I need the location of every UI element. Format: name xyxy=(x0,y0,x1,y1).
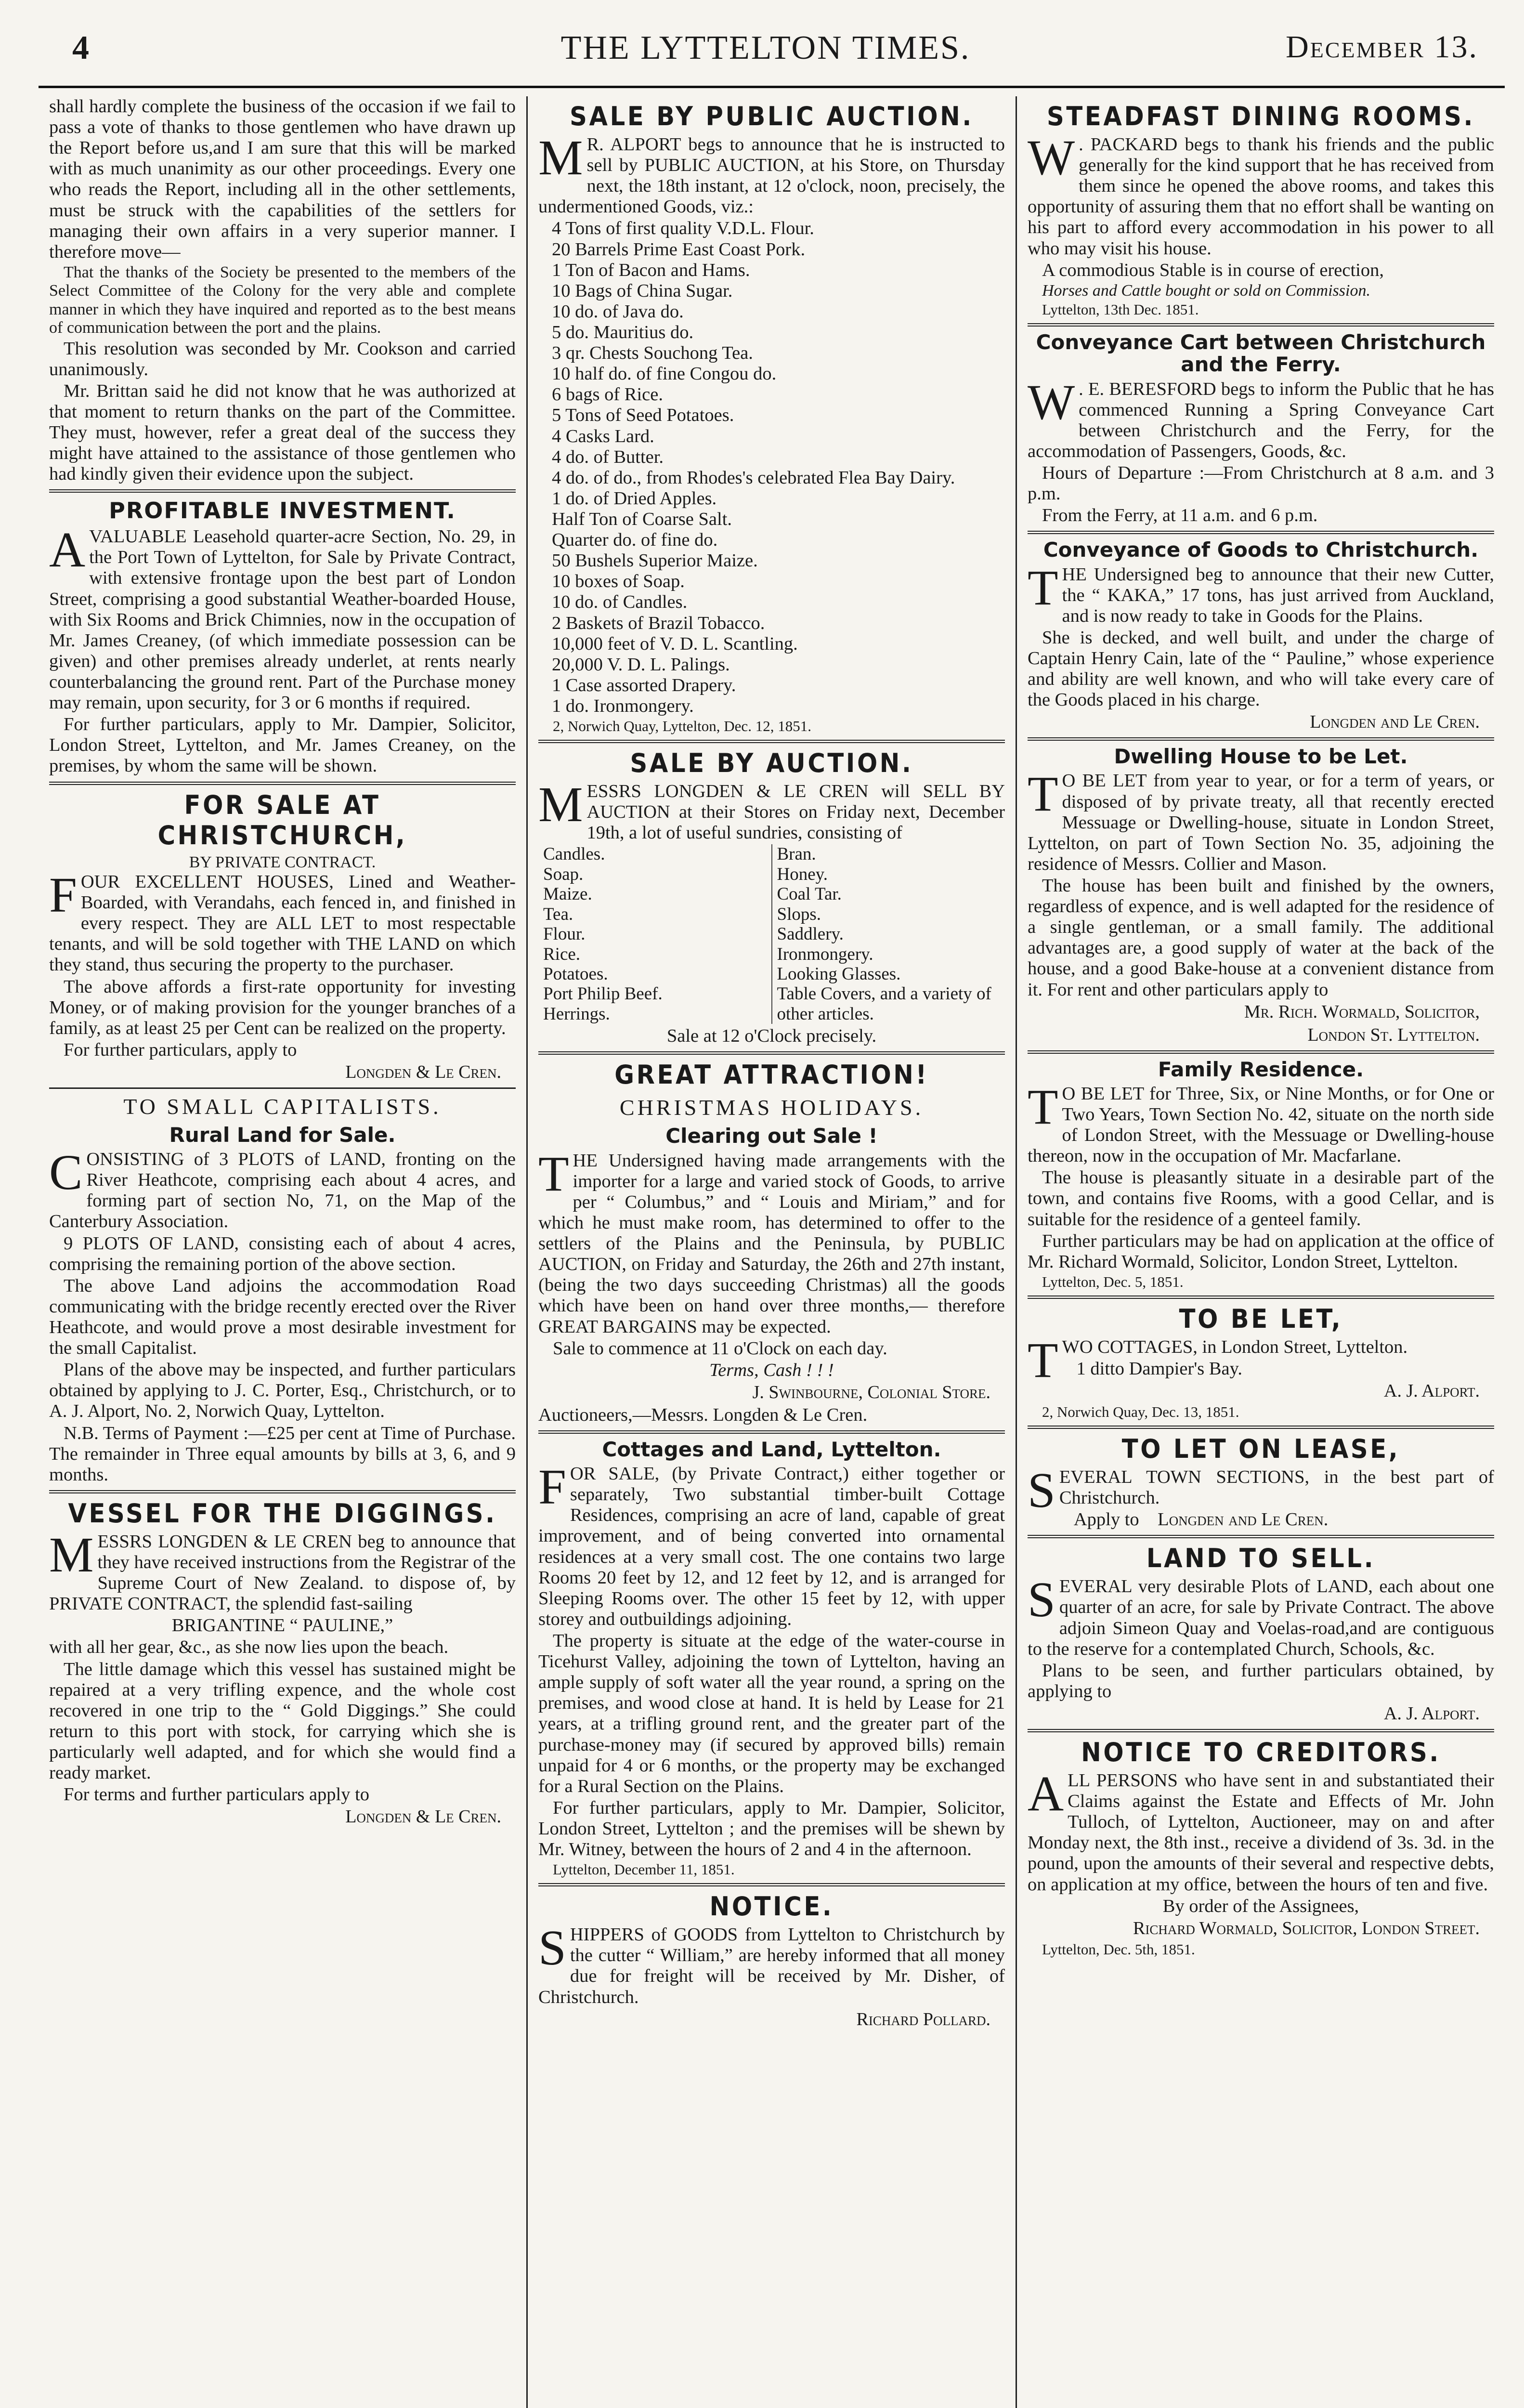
ad-body-3: The little damage which this vessel has sustained might be repaired at a very trifling expence, and the whole cost recovered in one trip to the “ Gold Diggings.” She could return to this port with stock, for carrying which she is particularly well adapted, and for which she would find a ready market. xyxy=(49,1659,516,1783)
ad-heading: LAND TO SELL. xyxy=(1146,1543,1376,1574)
ad-dateline: Lyttelton, 13th Dec. 1851. xyxy=(1042,301,1199,318)
list-item: Potatoes. xyxy=(543,964,608,984)
ad-auctioneers: Auctioneers,—Messrs. Longden & Le Cren. xyxy=(538,1404,868,1425)
divider xyxy=(538,1883,1005,1886)
list-item: Saddlery. xyxy=(777,924,844,944)
ad-body: O BE LET for Three, Six, or Nine Months, or for One or Two Years, Town Section No. 42, situate on the north side of London Street, with the Messuage or Dwelling-house thereon, now in the occupation of Mr. Macfarlane. xyxy=(1028,1083,1494,1166)
ad-body-2: with all her gear, &c., as she now lies upon the beach. xyxy=(49,1637,449,1658)
drop-cap: A xyxy=(49,522,86,578)
list-item: Half Ton of Coarse Salt. xyxy=(552,509,732,529)
ad-heading: VESSEL FOR THE DIGGINGS. xyxy=(68,1498,497,1529)
ad-body: R. ALPORT begs to announce that he is instructed to sell by PUBLIC AUCTION, at his Store, on Thursday next, the 18th instant, at 12 o'clock, noon, precisely, the undermentioned Goods, viz.: xyxy=(538,134,1005,217)
drop-cap: F xyxy=(538,1459,566,1515)
ad-profitable-investment xyxy=(49,497,516,776)
ad-to-let-on-lease xyxy=(1028,1434,1494,1530)
ad-dateline: 2, Norwich Quay, Lyttelton, Dec. 12, 1851. xyxy=(553,718,811,735)
list-item: 5 Tons of Seed Potatoes. xyxy=(552,405,734,426)
masthead xyxy=(34,0,1498,77)
list-item: 10,000 feet of V. D. L. Scantling. xyxy=(552,633,798,654)
ad-body: HE Undersigned having made arrangements with the importer for a large and varied stock of Goods, to arrive per “ Columbus,” and “ Louis and Miriam,” and for which he must make room, has determined to offer to the settlers of the Plains and the Peninsula, by PUBLIC AUCTION, on Friday and Saturday, the 26th and 27th instant, (being the two days succeeding Christmas) all the goods which have been on hand over three months,— therefore GREAT BARGAINS may be expected. xyxy=(538,1150,1005,1337)
ad-further: For further particulars, apply to Mr. Dampier, Solicitor, London Street, Lyttelton, and Mr. James Creaney, on the premises, by whom the same will be shown. xyxy=(49,714,516,776)
ad-body-2: The house has been built and finished by the owners, regardless of expence, and is well adapted for the residence of a single gentleman, or a small family. The additional advantages are, a good supply of water at the back of the house, and a good Bake-house at a convenient distance from it. For rent and other particulars apply to xyxy=(1028,876,1494,1000)
drop-cap: S xyxy=(1028,1463,1055,1518)
ad-heading: FOR SALE AT CHRISTCHURCH, xyxy=(157,789,407,851)
list-item: 10 half do. of fine Congou do. xyxy=(552,364,777,384)
ad-heading: SALE BY AUCTION. xyxy=(630,748,913,779)
ad-apply: Apply to xyxy=(1073,1509,1139,1530)
ad-body-2: 1 ditto Dampier's Bay. xyxy=(1076,1358,1243,1379)
list-item: Bran. xyxy=(777,844,816,864)
ad-body-2: Sale to commence at 11 o'Clock on each day. xyxy=(553,1338,887,1359)
ad-heading: STEADFAST DINING ROOMS. xyxy=(1046,101,1475,131)
list-item: 10 do. of Java do. xyxy=(552,301,684,322)
drop-cap: W xyxy=(1028,374,1075,430)
divider xyxy=(538,1430,1005,1434)
ad-further: For further particulars, apply to xyxy=(64,1039,297,1060)
ad-land-to-sell xyxy=(1028,1543,1494,1724)
list-item: Herrings. xyxy=(543,1004,610,1024)
drop-cap: S xyxy=(1028,1572,1055,1628)
list-item: 20 Barrels Prime East Coast Pork. xyxy=(552,239,806,260)
ad-signature: Longden and Le Cren. xyxy=(1158,1509,1329,1530)
ad-dateline: 2, Norwich Quay, Dec. 13, 1851. xyxy=(1042,1403,1239,1421)
column-1 xyxy=(39,96,526,2408)
list-item: Candles. xyxy=(543,844,605,864)
list-item: Coal Tar. xyxy=(777,884,842,904)
sundries-right xyxy=(771,844,1005,1024)
list-item: 3 qr. Chests Souchong Tea. xyxy=(552,343,753,364)
ad-signature: Richard Pollard. xyxy=(856,2009,990,2029)
ad-body-2: The property is situate at the edge of the water-course in Ticehurst Valley, adjoining the town of Lyttelton, having an ample supply of soft water all the year round, a spring on the premises, and wood close at hand. It is held by Lease for 21 years, at a trifling ground rent, and the greater part of the purchase-money may (if secured by approved bills) remain unpaid for 4 or 6 months, or the property may be exchanged for a Rural Section on the Plains. xyxy=(538,1631,1005,1796)
column-2 xyxy=(526,96,1016,2408)
ad-heading: TO BE LET, xyxy=(1179,1303,1343,1334)
ad-body-3: The above Land adjoins the accommodation Road communicating with the bridge recently erected over the River Heathcote, and would prove a most desirable investment for the small Capitalist. xyxy=(49,1275,516,1359)
ad-signature: Longden & Le Cren. xyxy=(345,1806,501,1827)
list-item: 1 Ton of Bacon and Hams. xyxy=(552,260,750,280)
ad-body-3: Further particulars may be had on application at the office of Mr. Richard Wormald, Solicitor, London Street, Lyttelton. xyxy=(1028,1230,1494,1272)
list-item: 10 boxes of Soap. xyxy=(552,571,685,592)
ad-signature: Richard Wormald, Solicitor, London Street. xyxy=(1133,1918,1480,1938)
ad-heading: Cottages and Land, Lyttelton. xyxy=(602,1437,941,1461)
ad-great-attraction xyxy=(538,1060,1005,1426)
ad-dateline: Lyttelton, December 11, 1851. xyxy=(553,1861,735,1878)
divider xyxy=(1028,1426,1494,1429)
list-item: 1 do. of Dried Apples. xyxy=(552,488,717,509)
ad-steadfast-dining xyxy=(1028,101,1494,318)
list-item: 1 Case assorted Drapery. xyxy=(552,675,736,695)
ad-heading: PROFITABLE INVESTMENT. xyxy=(109,497,456,524)
divider xyxy=(1028,531,1494,534)
ad-to-be-let xyxy=(1028,1304,1494,1421)
sundries-table xyxy=(543,844,1005,1024)
list-item: Tea. xyxy=(543,904,573,924)
list-item: Maize. xyxy=(543,884,592,904)
ad-conveyance-cart xyxy=(1028,331,1494,526)
ad-signature: A. J. Alport. xyxy=(1384,1381,1480,1401)
ad-body: O BE LET from year to year, or for a term of years, or disposed of by private treaty, all that recently erected Messuage or Dwelling-house, situate in London Street, Lyttelton, on part of Town Section No. 35, adjoining the residence of Messrs. Collier and Mason. xyxy=(1028,771,1494,874)
ad-body: OUR EXCELLENT HOUSES, Lined and Weather-Boarded, with Verandahs, each fenced in, and finished in every respect. They are ALL LET to most respectable tenants, and will be sold together with THE LAND on which they stand, thus securing the property to the purchaser. xyxy=(49,871,516,975)
list-item: 10 do. of Candles. xyxy=(552,592,688,613)
ad-heading: Dwelling House to be Let. xyxy=(1114,745,1408,769)
drop-cap: A xyxy=(1028,1766,1064,1822)
divider xyxy=(1028,1729,1494,1732)
drop-cap: T xyxy=(538,1146,569,1202)
ad-heading: NOTICE TO CREDITORS. xyxy=(1081,1737,1441,1768)
ad-body-5: N.B. Terms of Payment :—£25 per cent at Time of Purchase. The remainder in Three equal amounts by bills at 3, 6, and 9 months. xyxy=(49,1423,516,1485)
ad-heading: Family Residence. xyxy=(1158,1057,1364,1081)
list-item: 2 Baskets of Brazil Tobacco. xyxy=(552,613,765,633)
ad-notice xyxy=(538,1891,1005,2029)
ad-heading: NOTICE. xyxy=(709,1891,834,1922)
list-item: 20,000 V. D. L. Palings. xyxy=(552,654,730,675)
ad-hours: Hours of Departure :—From Christchurch at 8 a.m. and 3 p.m. xyxy=(1028,462,1494,504)
drop-cap: W xyxy=(1028,130,1075,185)
ad-body: EVERAL very desirable Plots of LAND, each about one quarter of an acre, for sale by Private Contract. The above adjoin Simeon Quay and Voelas-road,and are contiguous to the reserve for a contemplated Church, Schools, &c. xyxy=(1028,1576,1494,1659)
list-item: Flour. xyxy=(543,924,586,944)
list-item: 4 do. of do., from Rhodes's celebrated Flea Bay Dairy. xyxy=(552,467,955,488)
ad-body: HE Undersigned beg to announce that their new Cutter, the “ KAKA,” 17 tons, has just arrived from Auckland, and is now ready to take in Goods for the Plains. xyxy=(1062,564,1494,626)
drop-cap: C xyxy=(49,1145,83,1201)
ad-body-2: Plans to be seen, and further particulars obtained, by applying to xyxy=(1028,1660,1494,1701)
ad-heading: SALE BY PUBLIC AUCTION. xyxy=(570,101,974,131)
ad-notice-creditors xyxy=(1028,1737,1494,1958)
ad-body: . E. BERESFORD begs to inform the Public that he has commenced Running a Spring Conveyance Cart between Christchurch and the Ferry, for the accommodation of Passengers, Goods, &c. xyxy=(1028,379,1494,461)
ad-dwelling-house xyxy=(1028,746,1494,1045)
ad-for-sale-christchurch xyxy=(49,790,516,1083)
ad-signature: J. Swinbourne, Colonial Store. xyxy=(752,1382,990,1402)
ad-body-2: The house is pleasantly situate in a desirable part of the town, and contains five Rooms, with a good Cellar, and is suitable for the residence of a genteel family. xyxy=(1028,1167,1494,1230)
list-item: 4 Tons of first quality V.D.L. Flour. xyxy=(552,218,814,239)
report-text: shall hardly complete the business of the occasion if we fail to pass a vote of thanks to those gentlemen who have drawn up the Report before us,and I am sure that this will be marked with as much unanimity as our other proceedings. Every one who reads the Report, including all in the other settlements, must be struck with the capabilities of the settlers for managing their own affairs in a very superior manner. I therefore move— xyxy=(49,96,516,262)
ad-signature: Longden & Le Cren. xyxy=(345,1061,501,1082)
ad-dateline: Lyttelton, Dec. 5, 1851. xyxy=(1042,1273,1184,1290)
list-item: 4 Casks Lard. xyxy=(552,426,654,446)
list-item: 6 bags of Rice. xyxy=(552,384,663,405)
ad-signature-2: London St. Lyttelton. xyxy=(1307,1024,1480,1045)
list-item: 10 Bags of China Sugar. xyxy=(552,280,733,301)
ad-body: HIPPERS of GOODS from Lyttelton to Christchurch by the cutter “ William,” are hereby informed that all money due for freight will be received by Mr. Disher, of Christchurch. xyxy=(538,1924,1005,2007)
ad-family-residence xyxy=(1028,1059,1494,1291)
divider xyxy=(1028,737,1494,741)
divider xyxy=(49,1490,516,1493)
ad-signature: Longden and Le Cren. xyxy=(1310,712,1480,733)
divider xyxy=(49,1087,516,1089)
ad-body: VALUABLE Leasehold quarter-acre Section, No. 29, in the Port Town of Lyttelton, for Sale by Private Contract, with extensive frontage upon the best part of London Street, comprising a good substantial Weather-boarded House, with Six Rooms and Brick Chimnies, now in the occupation of Mr. James Creaney, (of which immediate possession can be given) and other premises already underlet, at rents nearly counterbalancing the ground rent. Part of the Purchase money may remain, upon security, for 3 or 6 months if required. xyxy=(49,526,516,713)
ad-small-capitalists xyxy=(49,1094,516,1485)
ad-sale-by-auction xyxy=(538,748,1005,1047)
ad-body-4: Plans of the above may be inspected, and further particulars obtained by applying to J. C. Porter, Esq., Christchurch, or to A. J. Alport, No. 2, Norwich Quay, Lyttelton. xyxy=(49,1360,516,1422)
divider xyxy=(49,782,516,785)
list-item: 50 Bushels Superior Maize. xyxy=(552,550,758,571)
ship-name: BRIGANTINE “ PAULINE,” xyxy=(171,1615,393,1636)
ad-body-2: She is decked, and well built, and under the charge of Captain Henry Cain, late of the “ Pauline,” whose experience and ability are well known, and who will take every care of the Goods placed in his charge. xyxy=(1028,627,1494,710)
drop-cap: T xyxy=(1028,1332,1058,1388)
ad-horses: Horses and Cattle bought or sold on Commission. xyxy=(1042,281,1370,300)
list-item: Quarter do. of fine do. xyxy=(552,530,718,550)
columns xyxy=(39,96,1505,2408)
column-3 xyxy=(1016,96,1505,2408)
ad-body: ESSRS LONGDEN & LE CREN will SELL BY AUCTION at their Stores on Friday next, December 19th, a lot of useful sundries, consisting of xyxy=(586,781,1005,843)
ad-body: . PACKARD begs to thank his friends and the public generally for the kind support that he has received from them since he opened the above rooms, and takes this opportunity of assuring them that no effort shall be wanting on his part to afford every accommodation in his power to all who may visit his house. xyxy=(1028,134,1494,259)
ad-body-2: 9 PLOTS OF LAND, consisting each of about 4 acres, comprising the remaining portion of the above section. xyxy=(49,1233,516,1274)
list-item: Looking Glasses. xyxy=(777,964,901,984)
ad-heading: Conveyance Cart between Christchurch and the Ferry. xyxy=(1036,330,1486,377)
list-item: 4 do. of Butter. xyxy=(552,446,664,467)
ad-ferry: From the Ferry, at 11 a.m. and 6 p.m. xyxy=(1042,505,1318,526)
seconded-text: This resolution was seconded by Mr. Cookson and carried unanimously. xyxy=(49,338,516,380)
ad-subheading: CHRISTMAS HOLIDAYS. xyxy=(619,1095,924,1120)
list-item: 5 do. Mauritius do. xyxy=(552,322,694,342)
ad-heading: TO SMALL CAPITALISTS. xyxy=(123,1094,442,1119)
list-item: Table Covers, and a variety of other articles. xyxy=(777,984,991,1024)
drop-cap: M xyxy=(49,1527,94,1583)
drop-cap: S xyxy=(538,1920,566,1976)
ad-terms: Terms, Cash ! ! ! xyxy=(709,1360,834,1380)
divider xyxy=(538,1051,1005,1055)
ad-signature: Mr. Rich. Wormald, Solicitor, xyxy=(1244,1001,1480,1022)
divider xyxy=(1028,1535,1494,1538)
ad-subheading: Rural Land for Sale. xyxy=(169,1123,396,1147)
page-number: 4 xyxy=(72,29,89,66)
divider xyxy=(49,489,516,493)
drop-cap: F xyxy=(49,867,77,923)
ad-stable: A commodious Stable is in course of erection, xyxy=(1042,260,1384,280)
ad-subheading: BY PRIVATE CONTRACT. xyxy=(189,853,376,871)
goods-list xyxy=(538,218,1005,717)
list-item: Honey. xyxy=(777,864,828,884)
ad-vessel-diggings xyxy=(49,1498,516,1827)
list-item: 1 do. Ironmongery. xyxy=(552,695,694,716)
ad-signature: A. J. Alport. xyxy=(1384,1703,1480,1724)
ad-body-2: The above affords a first-rate opportunity for investing Money, or of making provision for the younger branches of a family, as at least 25 per Cent can be realized on the property. xyxy=(49,976,516,1038)
sale-time: Sale at 12 o'Clock precisely. xyxy=(666,1026,877,1047)
drop-cap: T xyxy=(1028,1079,1058,1135)
list-item: Ironmongery. xyxy=(777,944,873,964)
masthead-rule xyxy=(39,86,1505,88)
list-item: Slops. xyxy=(777,904,821,924)
ad-body: LL PERSONS who have sent in and substantiated their Claims against the Estate and Effects of Mr. John Tulloch, of Lyttelton, Auctioneer, may on and after Monday next, the 8th inst., receive a dividend of 3s. 3d. in the pound, upon the amounts of their several and respective debts, on application at my office, between the hours of ten and five. xyxy=(1028,1770,1494,1895)
ad-order: By order of the Assignees, xyxy=(1162,1896,1359,1916)
ad-heading: TO LET ON LEASE, xyxy=(1121,1434,1400,1465)
ad-heading: GREAT ATTRACTION! xyxy=(614,1060,929,1090)
ad-body: WO COTTAGES, in London Street, Lyttelton. xyxy=(1062,1336,1408,1357)
resolution-text: That the thanks of the Society be presented to the members of the Select Committee of the Colony for the very able and complete manner in which they have inquired and reported as to the best means of communication between the port and the plains. xyxy=(49,263,516,337)
drop-cap: T xyxy=(1028,560,1058,615)
divider xyxy=(1028,323,1494,327)
brittan-text: Mr. Brittan said he did not know that he was authorized at that moment to return thanks on the part of the Committee. They must, however, refer a great deal of the success they might have attained to the assistance of those gentlemen who had kindly given their evidence upon the subject. xyxy=(49,380,516,484)
list-item: Soap. xyxy=(543,864,584,884)
divider xyxy=(538,740,1005,743)
ad-further: For terms and further particulars apply to xyxy=(64,1784,370,1805)
ad-public-auction xyxy=(538,101,1005,735)
drop-cap: M xyxy=(538,777,583,833)
issue-date: December 13. xyxy=(1286,29,1478,65)
drop-cap: M xyxy=(538,130,583,185)
ad-conveyance-goods xyxy=(1028,539,1494,733)
ad-body: ESSRS LONGDEN & LE CREN beg to announce that they have received instructions from the Registrar of the Supreme Court of New Zealand. to dispose of, by PRIVATE CONTRACT, the splendid fast-sailing xyxy=(49,1531,516,1614)
ad-heading: Conveyance of Goods to Christchurch. xyxy=(1043,538,1479,562)
newspaper-title: THE LYTTELTON TIMES. xyxy=(560,29,971,66)
ad-body: ONSISTING of 3 PLOTS of LAND, fronting on the River Heathcote, comprising each about 4 acres, and forming part of section No, 71, on the Map of the Canterbury Association. xyxy=(49,1149,516,1232)
sundries-left xyxy=(543,844,771,1024)
list-item: Rice. xyxy=(543,944,581,964)
ad-subheading-2: Clearing out Sale ! xyxy=(665,1124,878,1148)
ad-cottages-land xyxy=(538,1439,1005,1878)
divider xyxy=(1028,1296,1494,1299)
ad-body: EVERAL TOWN SECTIONS, in the best part of Christchurch. xyxy=(1059,1467,1494,1508)
ad-dateline: Lyttelton, Dec. 5th, 1851. xyxy=(1042,1940,1195,1958)
divider xyxy=(1028,1050,1494,1054)
drop-cap: T xyxy=(1028,766,1058,822)
ad-body-3: For further particulars, apply to Mr. Dampier, Solicitor, London Street, Lyttelton ; and the premises will be shewn by Mr. Witney, between the hours of 2 and 4 in the afternoon. xyxy=(538,1797,1005,1860)
ad-body: OR SALE, (by Private Contract,) either together or separately, Two substantial timber-built Cottage Residences, comprising an acre of land, capable of great improvement, and of being converted into ornamental residences at a very small cost. The one contains two large Rooms 20 feet by 12, and 12 feet by 12, and is arranged for Sleeping Rooms over. The other 15 feet by 12, with upper storey and outbuildings adjoining. xyxy=(538,1464,1005,1629)
list-item: Port Philip Beef. xyxy=(543,984,663,1004)
